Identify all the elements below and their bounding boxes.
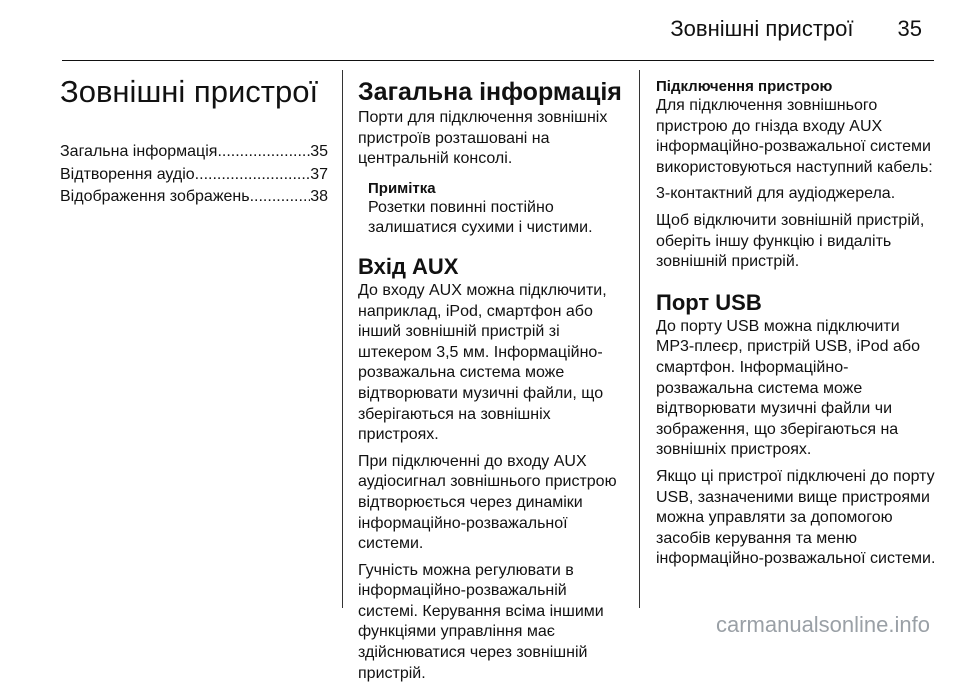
toc-leader-dots [195,165,311,186]
connect-paragraph-2: 3-контактний для аудіоджерела. [656,185,896,203]
toc-entry-label: Відображення зображень [60,188,250,206]
toc-entry-page: 37 [310,165,328,183]
toc-entry[interactable] [60,187,328,208]
chapter-title: Зовнішні пристрої [60,74,319,109]
toc-entry[interactable] [60,165,328,186]
section-heading-general: Загальна інформація [358,78,622,106]
column-divider [342,70,343,608]
section-heading-usb: Порт USB [656,289,762,315]
toc-entry-label: Відтворення аудіо [60,165,195,183]
content-column-right [656,78,936,576]
connect-paragraph-1: Для підключення зовнішнього пристрою до гнізда входу AUX інформаційно-розважальної системи використовуються наступний кабель: [656,97,933,176]
toc-entry-page: 38 [310,188,328,206]
aux-paragraph-2: При підключенні до входу AUX аудіосигнал зовнішнього пристрою відтворюється через динаміки інформаційно-розважальної системи. [358,452,617,553]
content-column-middle [358,78,626,690]
header-divider [62,60,934,61]
connect-paragraph-3: Щоб відключити зовнішній пристрій, оберіть іншу функцію і видаліть зовнішній пристрій. [656,211,925,271]
toc-column [60,74,328,210]
usb-paragraph-2: Якщо ці пристрої підключені до порту USB, зазначеними вище пристроями можна управляти за допомогою засобів керування та меню інформаційно-розважальної системи. [656,467,936,568]
page-header [670,16,922,46]
toc-entry-label: Загальна інформація [60,143,218,160]
usb-paragraph-1: До порту USB можна підключити MP3-плеєр, пристрій USB, iPod або смартфон. Інформаційно-розважальна система може відтворювати музичні файли чи зображення, що зберігаються на зовнішніх пристроях. [656,317,920,459]
aux-paragraph-1: До входу AUX можна підключити, наприклад, iPod, смартфон або інший зовнішній пристрій зі штекером 3,5 мм. Інформаційно-розважальна система може відтворювати музичні файли, що зберігаються на зовнішніх пристроях. [358,281,607,444]
section-heading-aux: Вхід AUX [358,253,459,279]
toc-leader-dots [217,142,310,163]
subsection-heading-connect: Підключення пристрою [656,78,833,95]
column-divider [639,70,640,608]
toc-entry-page: 35 [310,143,328,160]
note-box [358,180,626,239]
toc-leader-dots [250,187,311,208]
watermark: carmanualsonline.info [715,612,930,637]
toc-entry[interactable] [60,142,328,163]
aux-paragraph-3: Гучність можна регулювати в інформаційно-розважальній системі. Керування всіма іншими функціями управління має здійснюватися через зовнішній пристрій. [358,561,604,682]
general-paragraph: Порти для підключення зовнішніх пристроїв розташовані на центральній консолі. [358,109,608,168]
page-number: 35 [897,16,922,41]
note-text: Розетки повинні постійно залишатися сухими і чистими. [368,198,593,237]
header-title: Зовнішні пристрої [670,16,854,41]
note-heading: Примітка [368,179,436,197]
